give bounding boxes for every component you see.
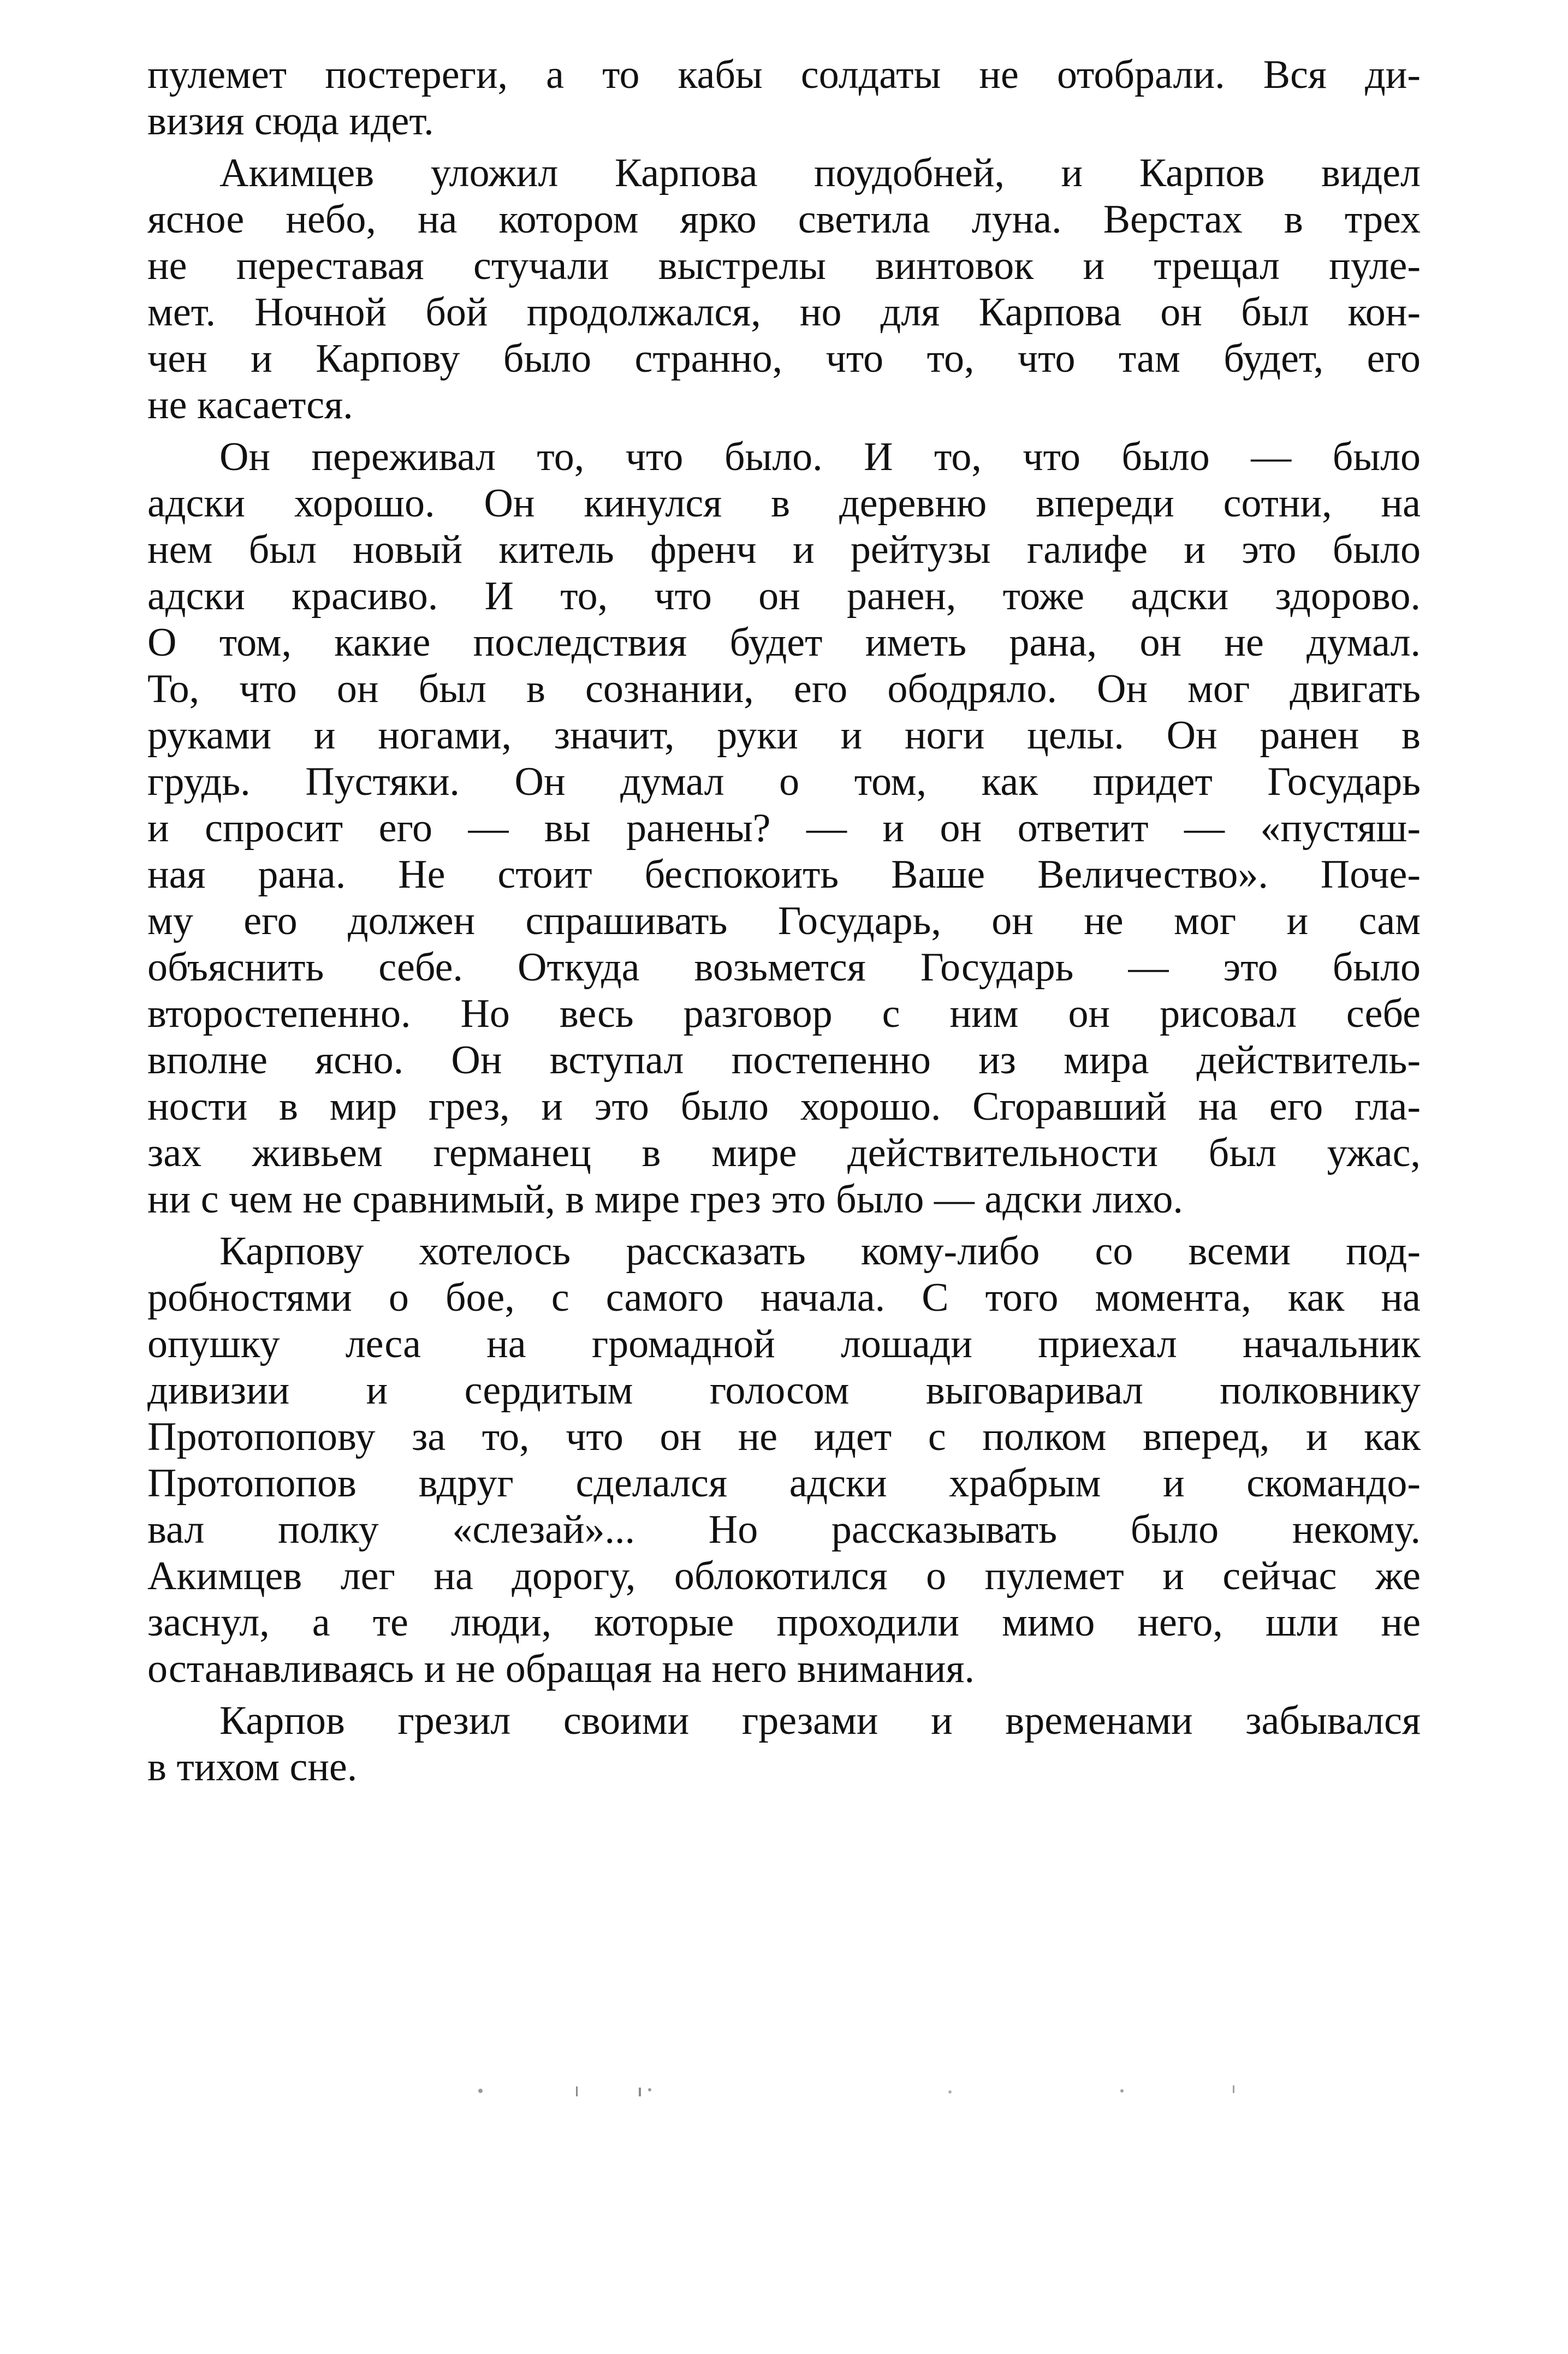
- text-line: ная рана. Не стоит беспокоить Ваше Величество». Поче-: [147, 852, 1421, 897]
- text-line: То, что он был в сознании, его ободряло. Он мог двигать: [147, 667, 1421, 711]
- text-line: пулемет постереги, а то кабы солдаты не отобрали. Вся ди-: [147, 52, 1421, 97]
- scan-speck: [576, 2086, 578, 2096]
- text-line: ни с чем не сравнимый, в мире грез это было — адски лихо.: [147, 1177, 1183, 1222]
- text-line: зах живьем германец в мире действительности был ужас,: [147, 1131, 1421, 1175]
- text-line: не переставая стучали выстрелы винтовок и трещал пуле-: [147, 243, 1421, 288]
- text-line: адски хорошо. Он кинулся в деревню впереди сотни, на: [147, 481, 1421, 526]
- text-line: заснул, а те люди, которые проходили мимо него, шли не: [147, 1600, 1421, 1645]
- paragraph-2: [147, 150, 1421, 429]
- scan-speck: [1120, 2089, 1124, 2093]
- text-line: мет. Ночной бой продолжался, но для Карпова он был кон-: [147, 290, 1421, 335]
- text-line: робностями о бое, с самого начала. С того момента, как на: [147, 1275, 1421, 1320]
- text-line: опушку леса на громадной лошади приехал начальник: [147, 1322, 1421, 1366]
- text-line: нем был новый китель френч и рейтузы галифе и это было: [147, 527, 1421, 572]
- text-line: Карпов грезил своими грезами и временами забывался: [219, 1698, 1421, 1743]
- text-line: вал полку «слезай»... Но рассказывать было некому.: [147, 1507, 1421, 1552]
- paragraph-5: [147, 1698, 1421, 1791]
- paragraph-1: [147, 52, 1421, 145]
- text-line: му его должен спрашивать Государь, он не мог и сам: [147, 899, 1421, 943]
- text-line: в тихом сне.: [147, 1745, 358, 1790]
- text-line: Акимцев лег на дорогу, облокотился о пулемет и сейчас же: [147, 1554, 1421, 1598]
- text-line: и спросит его — вы ранены? — и он ответит — «пустяш-: [147, 806, 1421, 851]
- text-line: руками и ногами, значит, руки и ноги целы. Он ранен в: [147, 713, 1421, 758]
- text-line: вполне ясно. Он вступал постепенно из мира действитель-: [147, 1038, 1421, 1083]
- scan-speck: [1233, 2085, 1234, 2093]
- scan-speck: [478, 2089, 483, 2093]
- text-line: ности в мир грез, и это было хорошо. Сгоравший на его гла-: [147, 1084, 1421, 1129]
- text-line: Он переживал то, что было. И то, что было — было: [219, 435, 1421, 479]
- scan-speck: [639, 2088, 641, 2096]
- text-line: визия сюда идет.: [147, 99, 434, 144]
- text-line: объяснить себе. Откуда возьмется Государь — это было: [147, 945, 1421, 990]
- paragraph-3: [147, 434, 1421, 1223]
- text-line: чен и Карпову было странно, что то, что там будет, его: [147, 336, 1421, 381]
- text-line: О том, какие последствия будет иметь рана, он не думал.: [147, 620, 1421, 665]
- text-line: останавливаясь и не обращая на него внимания.: [147, 1646, 975, 1691]
- text-line: Протопопову за то, что он не идет с полком вперед, и как: [147, 1414, 1421, 1459]
- scan-speck: [948, 2090, 952, 2094]
- paragraph-4: [147, 1228, 1421, 1692]
- text-line: ясное небо, на котором ярко светила луна. Верстах в трех: [147, 197, 1421, 242]
- text-line: Акимцев уложил Карпова поудобней, и Карпов видел: [219, 151, 1421, 195]
- text-line: Протопопов вдруг сделался адски храбрым и скомандо-: [147, 1461, 1421, 1506]
- text-line: дивизии и сердитым голосом выговаривал полковнику: [147, 1368, 1421, 1413]
- text-line: второстепенно. Но весь разговор с ним он рисовал себе: [147, 991, 1421, 1036]
- text-line: адски красиво. И то, что он ранен, тоже адски здорово.: [147, 574, 1421, 619]
- text-line: не касается.: [147, 383, 353, 427]
- text-line: грудь. Пустяки. Он думал о том, как придет Государь: [147, 759, 1421, 804]
- text-line: Карпову хотелось рассказать кому-либо со всеми под-: [219, 1229, 1421, 1274]
- scan-speck: [648, 2088, 651, 2091]
- text-column: [147, 52, 1421, 1796]
